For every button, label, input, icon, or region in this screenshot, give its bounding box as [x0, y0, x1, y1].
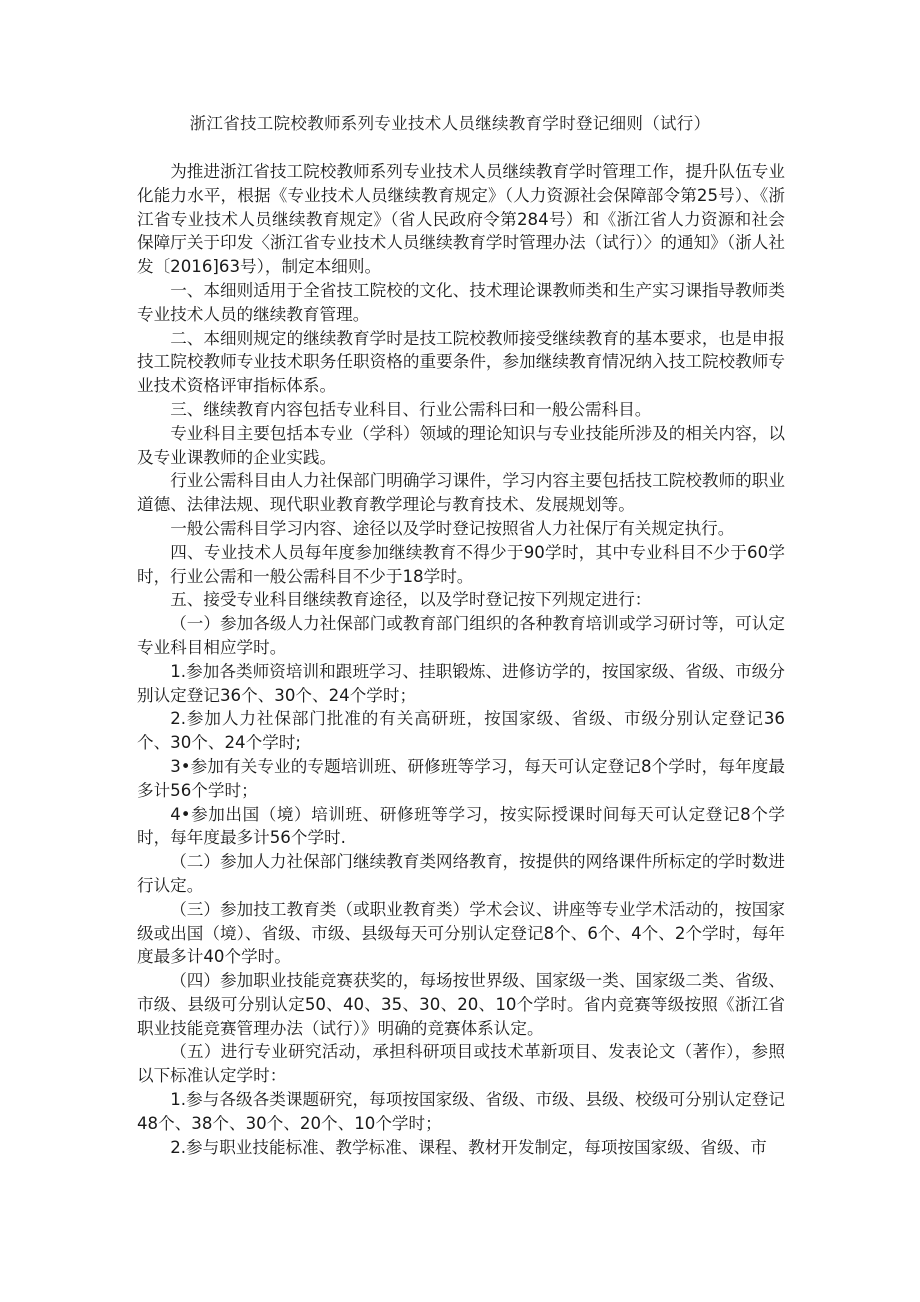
- paragraph-item-2: （二）参加人力社保部门继续教育类网络教育，按提供的网络课件所标定的学时数进行认定。: [137, 852, 785, 895]
- paragraph-industry-subjects: 行业公需科目由人力社保部门明确学习课件，学习内容主要包括技工院校教师的职业道德、法律法规、现代职业教育教学理论与教育技术、发展规划等。: [137, 471, 785, 515]
- paragraph-channels: 五、接受专业科目继续教育途径，以及学时登记按下列规定进行：: [170, 590, 652, 610]
- paragraph-item-5-1: 1.参与各级各类课题研究，每项按国家级、省级、市级、县级、校级可分别认定登记48个、38个、30个、20个、10个学时；: [137, 1090, 785, 1133]
- paragraph-item-1-4: 4•参加出国（境）培训班、研修班等学习，按实际授课时间每天可认定登记8个学时，每年度最多计56个学时.: [137, 804, 785, 848]
- paragraph-preamble: 为推进浙江省技工院校教师系列专业技术人员继续教育学时管理工作，提升队伍专业化能力水平，根据《专业技术人员继续教育规定》（人力资源社会保障部令第25号）、《浙江省专业技术人员继续教育规定》（省人民政府令第284号）和《浙江省人力资源和社会保障厅关于印发〈浙江省专业技术人员继续教育学时管理办法（试行）〉的通知》（浙人社发〔2016]63号），制定本细则。: [137, 162, 785, 277]
- paragraph-item-1-1: 1.参加各类师资培训和跟班学习、挂职锻炼、进修访学的，按国家级、省级、市级分别认定登记36个、30个、24个学时；: [137, 661, 785, 705]
- document-body: [137, 160, 785, 1159]
- paragraph-item-3: （三）参加技工教育类（或职业教育类）学术会议、讲座等专业学术活动的，按国家级或出国（境）、省级、市级、县级每天可分别认定登记8个、6个、4个、2个学时，每年度最多计40个学时。: [137, 899, 785, 967]
- paragraph-item-1-2: 2.参加人力社保部门批准的有关高研班，按国家级、省级、市级分别认定登记36个、30个、24个学时;: [137, 709, 785, 753]
- paragraph-general-subjects: 一般公需科目学习内容、途径以及学时登记按照省人力社保厅有关规定执行。: [170, 518, 735, 538]
- paragraph-item-1-3: 3•参加有关专业的专题培训班、研修班等学习，每天可认定登记8个学时，每年度最多计56个学时；: [137, 756, 785, 800]
- paragraph-scope: 一、本细则适用于全省技工院校的文化、技术理论课教师类和生产实习课指导教师类专业技术人员的继续教育管理。: [137, 280, 785, 324]
- paragraph-item-5: （五）进行专业研究活动，承担科研项目或技术革新项目、发表论文（著作），参照以下标准认定学时：: [137, 1042, 785, 1086]
- paragraph-item-1: （一）参加各级人力社保部门或教育部门组织的各种教育培训或学习研讨等，可认定专业科目相应学时。: [137, 614, 785, 657]
- paragraph-content-types: 三、继续教育内容包括专业科目、行业公需科曰和一般公需科目。: [170, 399, 652, 419]
- paragraph-item-4: （四）参加职业技能竞赛获奖的，每场按世界级、国家级一类、国家级二类、省级、市级、县级可分别认定50、40、35、30、20、10个学时。省内竞赛等级按照《浙江省职业技能竞赛管理办法（试行）》明确的竞赛体系认定。: [137, 971, 785, 1038]
- paragraph-requirement: 二、本细则规定的继续教育学时是技工院校教师接受继续教育的基本要求，也是申报技工院校教师专业技术职务任职资格的重要条件，参加继续教育情况纳入技工院校教师专业技术资格评审指标体系。: [137, 328, 785, 396]
- document-title: 浙江省技工院校教师系列专业技术人员继续教育学时登记细则（试行）: [189, 114, 711, 133]
- paragraph-professional-subjects: 专业科目主要包括本专业（学科）领域的理论知识与专业技能所涉及的相关内容，以及专业课教师的企业实践。: [137, 423, 785, 467]
- paragraph-item-5-2: 2.参与职业技能标准、教学标准、课程、教材开发制定，每项按国家级、省级、市: [170, 1137, 767, 1157]
- paragraph-annual-hours: 四、专业技术人员每年度参加继续教育不得少于90学时，其中专业科目不少于60学时，行业公需和一般公需科目不少于18学时。: [137, 542, 785, 586]
